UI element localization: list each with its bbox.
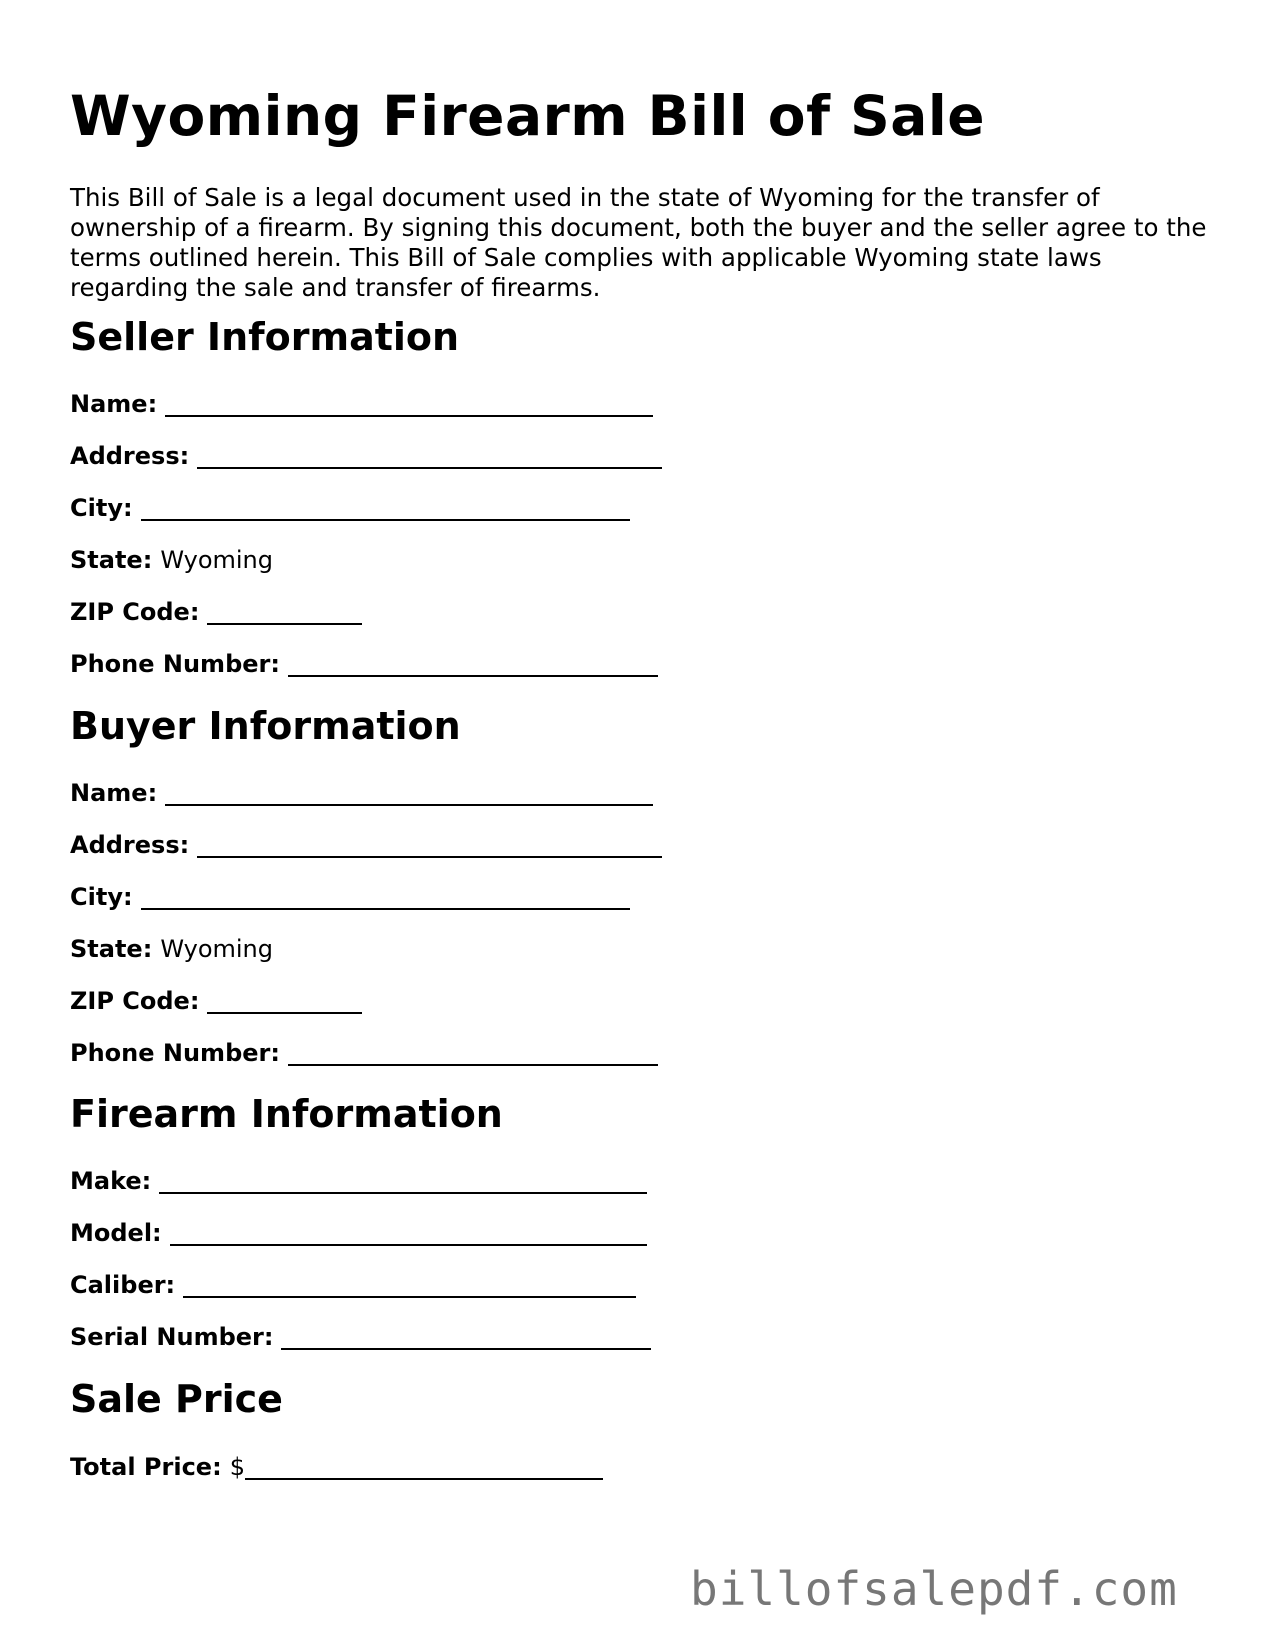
sale-total-label: Total Price:: [70, 1453, 222, 1481]
firearm-heading: Firearm Information: [70, 1092, 503, 1136]
currency-symbol: $: [229, 1453, 245, 1481]
buyer-city-field: [70, 882, 630, 912]
buyer-city-blank[interactable]: [141, 882, 630, 910]
firearm-serial-label: Serial Number:: [70, 1323, 274, 1351]
buyer-state-value: Wyoming: [160, 935, 273, 963]
buyer-phone-field: [70, 1038, 658, 1068]
seller-name-label: Name:: [70, 390, 158, 418]
seller-address-blank[interactable]: [197, 441, 662, 469]
buyer-name-field: [70, 778, 653, 808]
buyer-phone-label: Phone Number:: [70, 1039, 280, 1067]
seller-address-field: [70, 441, 662, 471]
buyer-state-label: State:: [70, 935, 153, 963]
seller-zip-field: [70, 597, 362, 627]
firearm-caliber-label: Caliber:: [70, 1271, 176, 1299]
seller-city-blank[interactable]: [141, 493, 630, 521]
firearm-make-label: Make:: [70, 1167, 152, 1195]
buyer-address-field: [70, 830, 662, 860]
firearm-model-blank[interactable]: [170, 1218, 647, 1246]
firearm-caliber-field: [70, 1270, 636, 1300]
sale-total-blank[interactable]: [245, 1452, 603, 1480]
buyer-zip-label: ZIP Code:: [70, 987, 200, 1015]
buyer-state-field: [70, 934, 273, 964]
buyer-address-label: Address:: [70, 831, 190, 859]
seller-city-label: City:: [70, 494, 133, 522]
buyer-phone-blank[interactable]: [288, 1038, 658, 1066]
buyer-city-label: City:: [70, 883, 133, 911]
buyer-zip-blank[interactable]: [207, 986, 362, 1014]
firearm-make-blank[interactable]: [159, 1166, 647, 1194]
buyer-zip-field: [70, 986, 362, 1016]
document-title: Wyoming Firearm Bill of Sale: [70, 84, 986, 148]
intro-paragraph: This Bill of Sale is a legal document used in the state of Wyoming for the transfer of ownership of a firearm. By signing this document, both the buyer and the seller agree to the terms outlined herein. This Bill of Sale complies with applicable Wyoming state laws regarding the sale and transfer of firearms.: [70, 183, 1207, 302]
seller-state-label: State:: [70, 546, 153, 574]
seller-name-field: [70, 389, 653, 419]
sale-heading: Sale Price: [70, 1377, 283, 1421]
sale-total-field: [70, 1452, 603, 1482]
seller-phone-field: [70, 649, 658, 679]
seller-state-value: Wyoming: [160, 546, 273, 574]
firearm-serial-blank[interactable]: [281, 1322, 651, 1350]
seller-name-blank[interactable]: [165, 389, 653, 417]
firearm-model-field: [70, 1218, 647, 1248]
watermark-text: billofsalepdf.com: [690, 1562, 1178, 1616]
seller-state-field: [70, 545, 273, 575]
buyer-name-label: Name:: [70, 779, 158, 807]
seller-phone-label: Phone Number:: [70, 650, 280, 678]
seller-city-field: [70, 493, 630, 523]
firearm-caliber-blank[interactable]: [183, 1270, 636, 1298]
buyer-heading: Buyer Information: [70, 704, 461, 748]
firearm-make-field: [70, 1166, 647, 1196]
buyer-name-blank[interactable]: [165, 778, 653, 806]
buyer-address-blank[interactable]: [197, 830, 662, 858]
seller-address-label: Address:: [70, 442, 190, 470]
seller-zip-blank[interactable]: [207, 597, 362, 625]
seller-zip-label: ZIP Code:: [70, 598, 200, 626]
seller-phone-blank[interactable]: [288, 649, 658, 677]
seller-heading: Seller Information: [70, 315, 460, 359]
firearm-serial-field: [70, 1322, 651, 1352]
firearm-model-label: Model:: [70, 1219, 162, 1247]
